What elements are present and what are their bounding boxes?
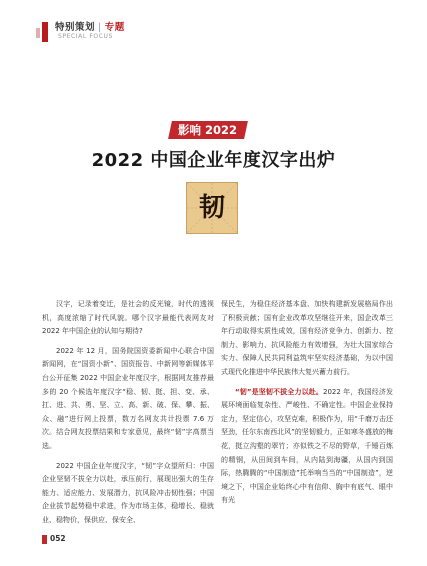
paragraph: 2022 中国企业年度汉字，“韧”字众望所归：中国企业坚韧不拔全力以赴，承压前行，展现出强大的生存能力、适应能力、发展潜力，抗风险冲击韧性强；中国企业拔节起势稳中求进，作为市场主体，稳增长、稳就业、稳物价，保供应、保安全、 (42, 461, 214, 524)
paragraph: 汉字，记录着变迁，是社会的反光镜，时代的透视机，高度浓缩了时代风貌。哪个汉字最能代表网友对 2022 年中国企业的认知与期待? (42, 300, 214, 336)
featured-character: 韧 (198, 193, 225, 223)
featured-character-box (186, 182, 238, 234)
page-number: 052 (50, 534, 66, 543)
section-subtitle: SPECIAL FOCUS (58, 33, 113, 40)
paragraph: 2022 年 12 月，国务院国资委新闻中心联合中国新闻网，在“国资小新”、国资报告、中新网等新媒体平台公开征集 2022 中国企业年度汉字，根据网友推荐最多的 20 个候选年度汉字“稳、韧、挺、担、变、承、扛、进、共、勇、坚、立、高、新、破、保、攀、振、众、融”进行网上投票，数万名网友共计投票 7.6 万次。结合网友投票结果和专家意见，最终“韧”字高票当选。 (42, 346, 214, 450)
year-badge-label: 影响 2022 (178, 123, 238, 137)
year-badge (168, 121, 248, 139)
paragraph (221, 386, 393, 508)
highlight-sentence: “韧”是坚韧不拔全力以赴。 (235, 387, 323, 396)
section-header (55, 19, 125, 33)
article-title: 2022 中国企业年度汉字出炉 (91, 150, 336, 171)
section-label: 特别策划 (55, 22, 96, 33)
paragraph-text: 2022 年，我国经济发展环境面临复杂性、严峻性、不确定性。中国企业保持定力，坚定信心，攻坚克难，积极作为，用“千磨万击还坚劲，任尔东南西北风”的坚韧毅力，正如寒冬盛放的梅花，挺立沟壑的翠竹；亦似铁之不尽的野草，千锤百炼的精钢，从田间到车间，从内陆到海疆，从国内到国际，热腾腾的“中国制造”托举响当当的“中国制造”，逆境之下，中国企业始终心中有信仰、胸中有底气、眼中有光 (221, 387, 394, 505)
footer-accent-bar (42, 535, 47, 544)
paragraph: 保民生，为稳住经济基本盘、加快构建新发展格局作出了积极贡献；国有企业改革攻坚继往开来，国企改革三年行动取得实质性成效，国有经济竞争力、创新力、控制力、影响力、抗风险能力有效增强，为壮大国家综合实力、保障人民共同利益筑牢坚实经济基础，为以中国式现代化推进中华民族伟大复兴蓄力前行。 (221, 300, 393, 376)
right-column (221, 298, 393, 508)
header-accent-bar (42, 22, 48, 42)
section-topic: 专题 (104, 22, 125, 33)
left-column (42, 298, 214, 528)
header-separator: | (98, 22, 102, 33)
header-accent-small (36, 28, 40, 38)
